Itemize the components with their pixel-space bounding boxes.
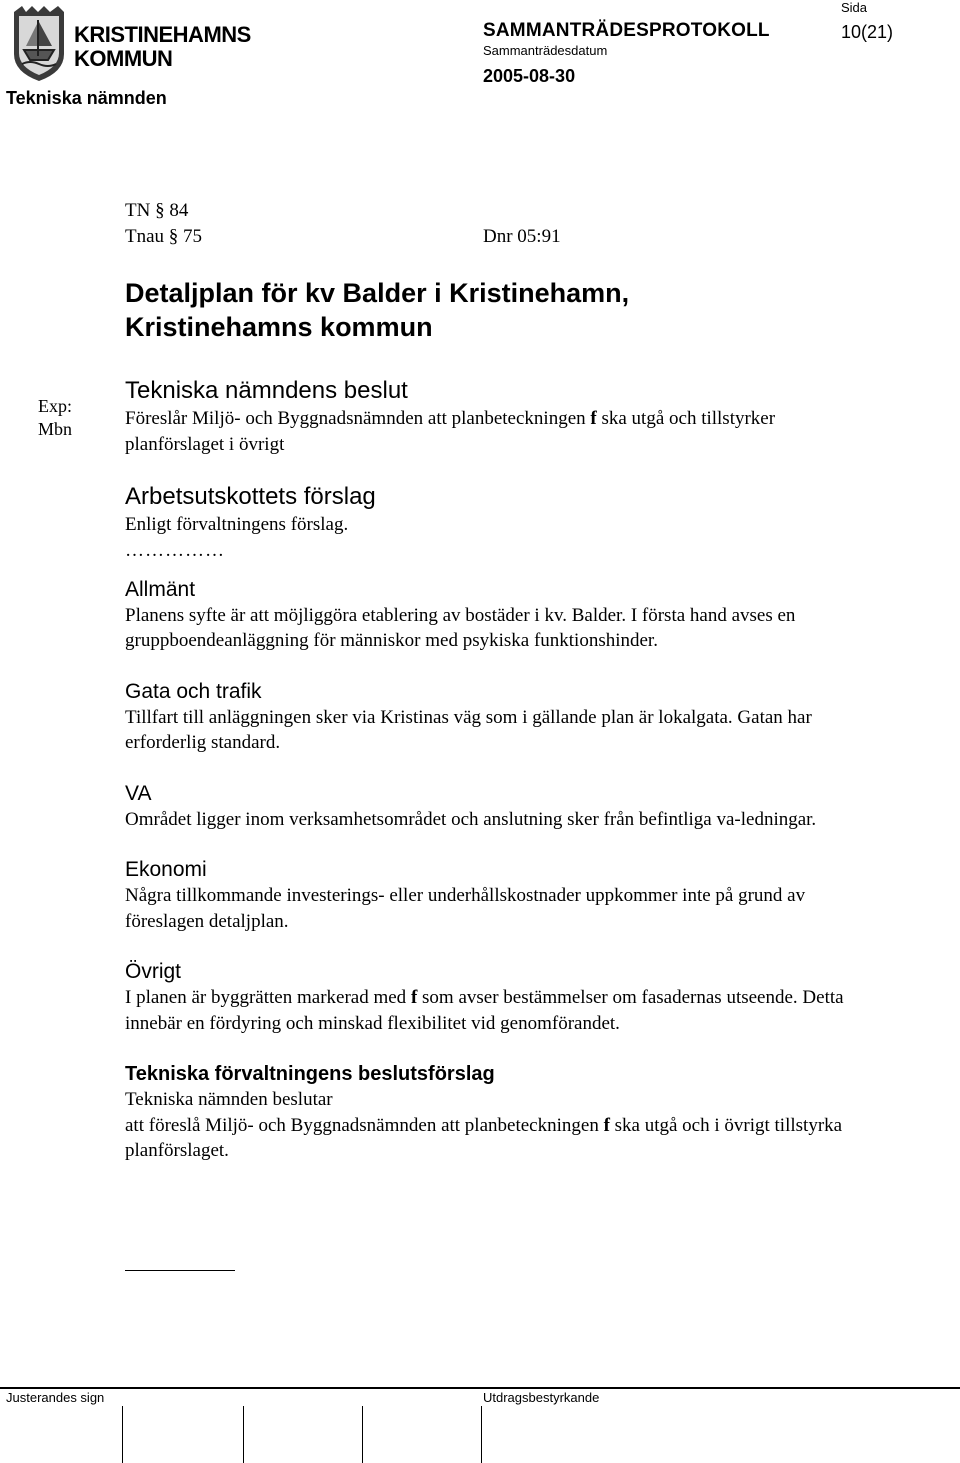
exp-label: Exp: bbox=[38, 396, 72, 416]
page-number: 10(21) bbox=[841, 22, 894, 42]
bold-term: f bbox=[590, 408, 597, 429]
signature-box-divider bbox=[481, 1406, 482, 1463]
title-line-2: Kristinehamns kommun bbox=[125, 312, 433, 342]
section-heading: Gata och trafik bbox=[125, 679, 262, 703]
section-ekonomi bbox=[125, 857, 845, 934]
justerandes-sign-label: Justerandes sign bbox=[6, 1390, 105, 1405]
section-text: Området ligger inom verksamhetsområdet och anslutning sker från befintliga va-ledningar. bbox=[125, 808, 817, 830]
section-va bbox=[125, 781, 845, 833]
page-label: Sida bbox=[841, 0, 868, 15]
text-part: ska utgå och i övrigt tillstyrka planförslaget. bbox=[125, 1114, 843, 1161]
section-heading: VA bbox=[125, 781, 152, 805]
section-ovrigt bbox=[125, 959, 845, 1036]
document-type: SAMMANTRÄDESPROTOKOLL bbox=[483, 20, 770, 41]
exp-recipient: Mbn bbox=[38, 419, 73, 439]
section-allmant bbox=[125, 577, 845, 654]
end-rule bbox=[125, 1270, 235, 1271]
department-name: Tekniska nämnden bbox=[6, 88, 167, 108]
page-title bbox=[125, 276, 865, 344]
section-text bbox=[125, 1113, 845, 1164]
municipality-logo bbox=[12, 6, 257, 82]
section-text: Tillfart till anläggningen sker via Kristinas väg som i gällande plan är lokalgata. Gatan har erforderlig standard. bbox=[125, 706, 812, 753]
footer-divider bbox=[0, 1387, 960, 1389]
text-part: som avser bestämmelser om fasadernas utseende. Detta innebär en fördyring och minskad flexibilitet vid genomförandet. bbox=[125, 987, 844, 1034]
utdragsbestyrkande-label: Utdragsbestyrkande bbox=[483, 1390, 600, 1405]
section-heading: Övrigt bbox=[125, 960, 182, 983]
section-arbetsutskott bbox=[125, 482, 845, 563]
section-text-line1: Tekniska nämnden beslutar bbox=[125, 1089, 333, 1110]
text-part: ska utgå och tillstyrker planförslaget i övrigt bbox=[125, 408, 776, 455]
section-text bbox=[125, 406, 845, 457]
section-heading: Ekonomi bbox=[125, 858, 207, 881]
section-heading: Tekniska förvaltningens beslutsförslag bbox=[125, 1063, 495, 1085]
signature-box-divider bbox=[362, 1406, 363, 1463]
section-heading: Allmänt bbox=[125, 577, 196, 601]
section-gata bbox=[125, 679, 845, 756]
section-text bbox=[125, 985, 845, 1036]
protocol-body bbox=[125, 376, 845, 1189]
tn-reference: TN § 84 bbox=[125, 200, 189, 221]
section-text: Enligt förvaltningens förslag. bbox=[125, 514, 349, 535]
logo-text-line1: KRISTINEHAMNS bbox=[74, 22, 251, 47]
signature-box-divider bbox=[243, 1406, 244, 1463]
section-heading: Arbetsutskottets förslag bbox=[125, 483, 376, 510]
bold-term: f bbox=[603, 1114, 610, 1136]
tnau-reference: Tnau § 75 bbox=[125, 226, 203, 247]
section-beslut bbox=[125, 376, 845, 457]
signature-box-divider bbox=[122, 1406, 123, 1463]
section-heading: Tekniska nämndens beslut bbox=[125, 377, 408, 404]
bold-term: f bbox=[410, 987, 418, 1008]
section-text: Några tillkommande investerings- eller underhållskostnader uppkommer inte på grund av föreslagen detaljplan. bbox=[125, 885, 806, 932]
meeting-date: 2005-08-30 bbox=[483, 66, 576, 86]
logo-text-line2: KOMMUN bbox=[74, 46, 173, 71]
text-part: Föreslår Miljö- och Byggnadsnämnden att planbeteckningen bbox=[125, 408, 591, 429]
section-forvaltning bbox=[125, 1061, 845, 1164]
text-part: I planen är byggrätten markerad med bbox=[125, 987, 411, 1008]
diary-number: Dnr 05:91 bbox=[483, 226, 561, 247]
expedition-note bbox=[38, 395, 72, 441]
title-line-1: Detaljplan för kv Balder i Kristinehamn, bbox=[125, 278, 630, 308]
date-label: Sammanträdesdatum bbox=[483, 43, 608, 58]
text-part: att föreslå Miljö- och Byggnadsnämnden att planbeteckningen bbox=[125, 1114, 604, 1136]
dotted-separator: …………… bbox=[125, 539, 225, 561]
section-text: Planens syfte är att möjliggöra etablering av bostäder i kv. Balder. I första hand avses en gruppboendeanläggning för människor med psykiska funktionshinder. bbox=[125, 604, 796, 651]
